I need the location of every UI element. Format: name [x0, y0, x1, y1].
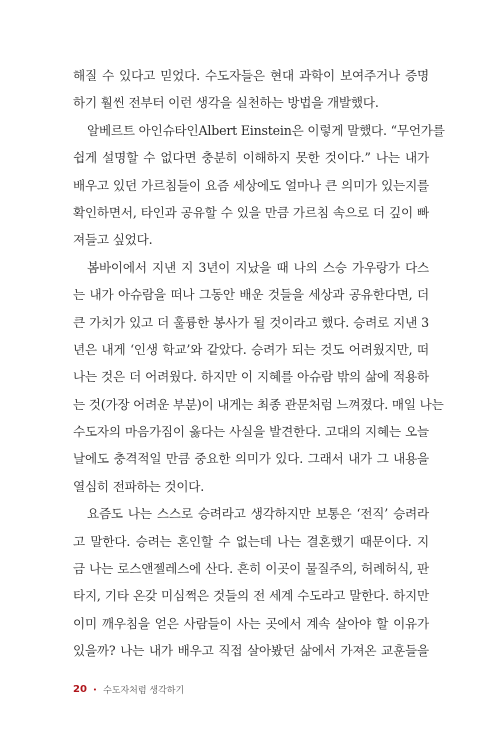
- text-line: 고 말한다. 승려는 혼인할 수 없는데 나는 결혼했기 때문이다. 지: [73, 533, 429, 549]
- text-line: 있을까? 나는 내가 배우고 직접 살아봤던 삶에서 가져온 교훈들을: [73, 643, 429, 659]
- bullet-separator: •: [92, 685, 98, 694]
- text-line: 열심히 전파하는 것이다.: [73, 478, 205, 494]
- text-line: 큰 가치가 있고 더 훌륭한 봉사가 될 것이라고 했다. 승려로 지낸 3: [73, 314, 429, 330]
- text-line: 타지, 기타 온갖 미심쩍은 것들의 전 세계 수도라고 말한다. 하지만: [73, 588, 429, 604]
- text-line: 나는 것은 더 어려웠다. 하지만 이 지혜를 아슈람 밖의 삶에 적용하: [73, 369, 429, 385]
- text-line: 배우고 있던 가르침들이 요즘 세상에도 얼마나 큰 의미가 있는지를: [73, 177, 429, 193]
- book-page-body: [73, 62, 445, 665]
- text-line: 해질 수 있다고 믿었다. 수도자들은 현대 과학이 보여주거나 증명: [73, 68, 429, 83]
- text-line: 수도자의 마음가짐이 옳다는 사실을 발견한다. 고대의 지혜는 오늘: [73, 424, 429, 440]
- text-line: 이미 깨우침을 얻은 사람들이 사는 곳에서 계속 살아야 할 이유가: [73, 615, 429, 631]
- text-line: 알베르트 아인슈타인Albert Einstein은 이렇게 말했다. “무언가를: [87, 122, 445, 138]
- text-line: 는 내가 아슈람을 떠나 그동안 배운 것들을 세상과 공유한다면, 더: [73, 287, 429, 303]
- page-number: 20: [73, 684, 87, 695]
- text-line: 날에도 충격적일 만큼 중요한 의미가 있다. 그래서 내가 그 내용을: [73, 451, 429, 467]
- text-line: 년은 내게 ‘인생 학교’와 같았다. 승려가 되는 것도 어려웠지만, 떠: [73, 341, 429, 357]
- text-line: 는 것(가장 어려운 부분)이 내게는 최종 관문처럼 느껴졌다. 매일 나는: [73, 396, 444, 412]
- running-title: 수도자처럼 생각하기: [103, 686, 185, 696]
- text-line: 봄바이에서 지낸 지 3년이 지났을 때 나의 스승 가우랑가 다스: [87, 259, 429, 275]
- text-line: 확인하면서, 타인과 공유할 수 있을 만큼 가르침 속으로 더 깊이 빠: [73, 204, 429, 220]
- text-line: 하기 훨씬 전부터 이런 생각을 실천하는 방법을 개발했다.: [73, 95, 379, 111]
- text-line: 요즘도 나는 스스로 승려라고 생각하지만 보통은 ‘전직’ 승려라: [87, 506, 429, 522]
- text-line: 져들고 싶었다.: [73, 232, 153, 248]
- text-line: 쉽게 설명할 수 없다면 충분히 이해하지 못한 것이다.” 나는 내가: [73, 150, 429, 166]
- text-line: 금 나는 로스앤젤레스에 산다. 흔히 이곳이 물질주의, 허례허식, 판: [73, 561, 429, 577]
- page-footer: [73, 683, 184, 696]
